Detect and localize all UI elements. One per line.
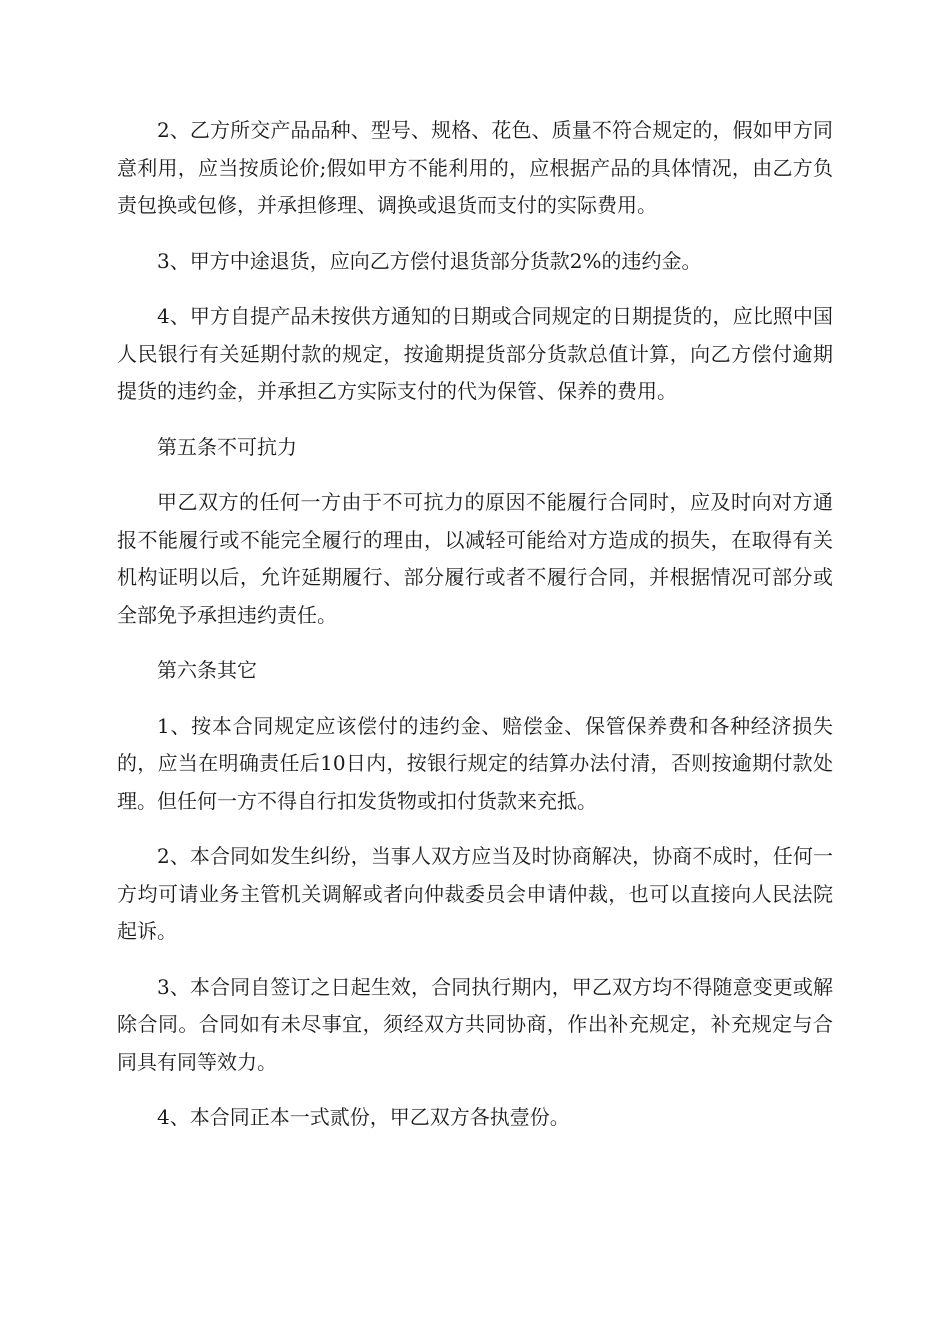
article-5-heading: 第五条不可抗力: [157, 434, 297, 459]
article-6-heading: 第六条其它: [157, 658, 257, 682]
clause-4-item-3: 3、甲方中途退货，应向乙方偿付退货部分货款2%的违约金。: [157, 248, 702, 273]
clause-4-item-2: 2、乙方所交产品品种、型号、规格、花色、质量不符合规定的，假如甲方同意利用，应当按质论价;假如甲方不能利用的，应根据产品的具体情况，由乙方负责包换或包修，并承担修理、调换或退货而支付的实际费用。: [117, 118, 833, 217]
clause-4-item-4: 4、甲方自提产品未按供方通知的日期或合同规定的日期提货的，应比照中国人民银行有关延期付款的规定，按逾期提货部分货款总值计算，向乙方偿付逾期提货的违约金，并承担乙方实际支付的代为保管、保养的费用。: [117, 304, 833, 403]
clause-6-item-2: 2、本合同如发生纠纷，当事人双方应当及时协商解决，协商不成时，任何一方均可请业务主管机关调解或者向仲裁委员会申请仲裁，也可以直接向人民法院起诉。: [117, 844, 833, 943]
clause-6-item-3: 3、本合同自签订之日起生效，合同执行期内，甲乙双方均不得随意变更或解除合同。合同如有未尽事宜，须经双方共同协商，作出补充规定，补充规定与合同具有同等效力。: [117, 974, 833, 1074]
clause-6-item-4: 4、本合同正本一式贰份，甲乙双方各执壹份。: [157, 1105, 570, 1129]
article-5-text: 甲乙双方的任何一方由于不可抗力的原因不能履行合同时，应及时向对方通报不能履行或不能完全履行的理由，以减轻可能给对方造成的损失，在取得有关机构证明以后，允许延期履行、部分履行或者不履行合同，并根据情况可部分或全部免予承担违约责任。: [117, 490, 833, 627]
document-body: [117, 112, 833, 1155]
clause-6-item-1: 1、按本合同规定应该偿付的违约金、赔偿金、保管保养费和各种经济损失的，应当在明确责任后10日内，按银行规定的结算办法付清，否则按逾期付款处理。但任何一方不得自行扣发货物或扣付货款来充抵。: [117, 713, 833, 813]
